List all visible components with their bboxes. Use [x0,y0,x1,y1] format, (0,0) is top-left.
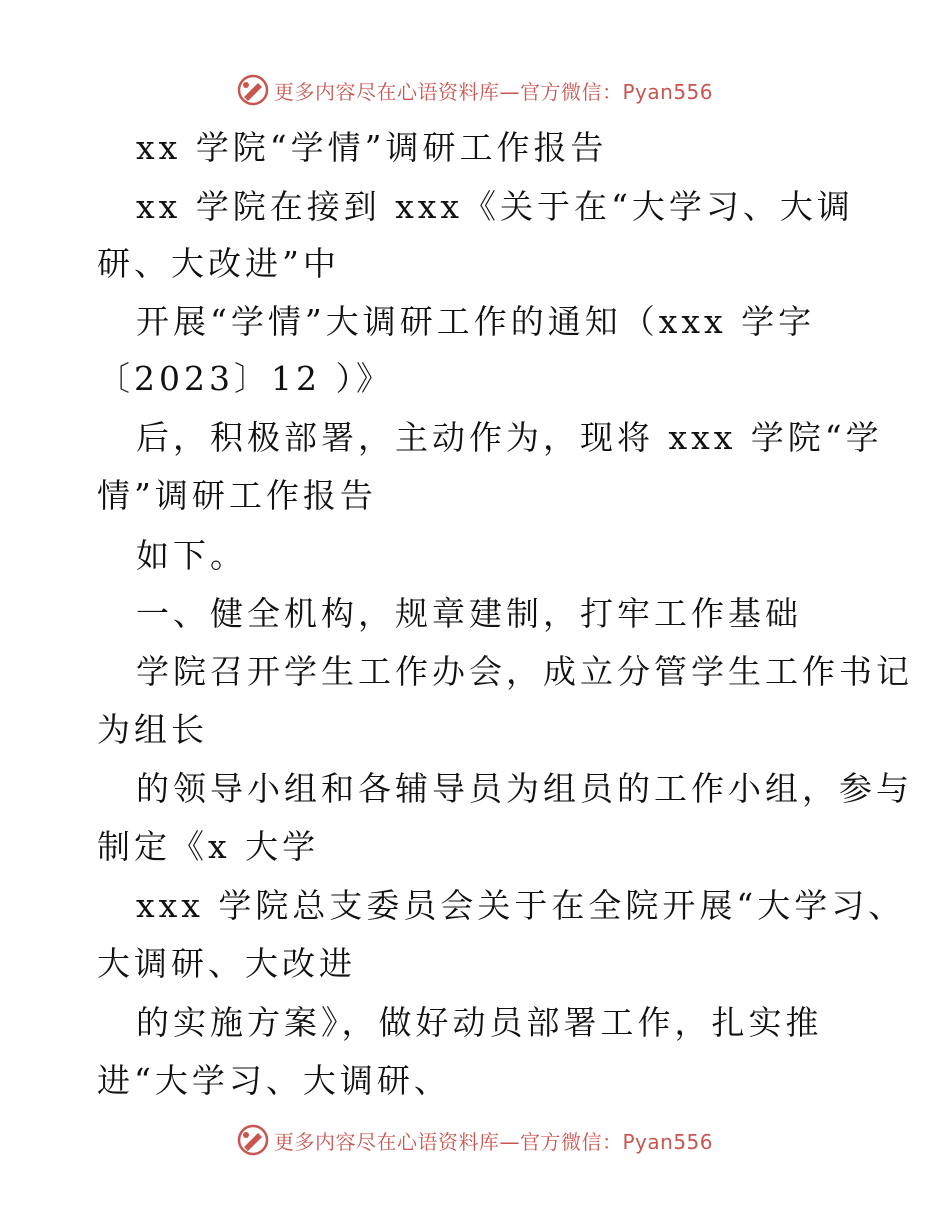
paragraph-line: 如下。 [136,536,247,575]
header-banner-text: 更多内容尽在心语资料库—官方微信：Pyan556 [274,79,714,104]
paragraph-line: 开展“学情”大调研工作的通知（xxx 学字 [136,302,816,341]
report-title: xx 学院“学情”调研工作报告 [136,128,608,167]
header-banner [236,72,713,108]
paragraph-line: 后，积极部署，主动作为，现将 xxx 学院“学 [136,418,883,457]
paragraph-line: xx 学院在接到 xxx《关于在“大学习、大调 [136,187,854,226]
paragraph-line: 的实施方案》，做好动员部署工作，扎实推 [136,1003,823,1042]
paragraph-line: 学院召开学生工作办会，成立分管学生工作书记 [136,652,913,691]
paragraph-line: 情”调研工作报告 [97,476,377,515]
paragraph-line: 的领导小组和各辅导员为组员的工作小组，参与 [136,769,913,808]
paragraph-line: 为组长 [97,710,208,749]
paragraph-line: 制定《x 大学 [97,827,320,866]
paragraph-line: 大调研、大改进 [97,944,356,983]
pen-seal-icon [236,73,270,107]
footer-banner-text: 更多内容尽在心语资料库—官方微信：Pyan556 [274,1129,714,1154]
footer-banner [236,1122,713,1158]
paragraph-line: 研、大改进”中 [97,244,340,283]
paragraph-line: xxx 学院总支委员会关于在全院开展“大学习、 [136,886,906,925]
pen-seal-icon [236,1123,270,1157]
paragraph-line: 〔2023〕12 ）》 [97,359,393,398]
section-heading: 一、健全机构，规章建制，打牢工作基础 [136,594,802,633]
paragraph-line: 进“大学习、大调研、 [97,1061,451,1100]
